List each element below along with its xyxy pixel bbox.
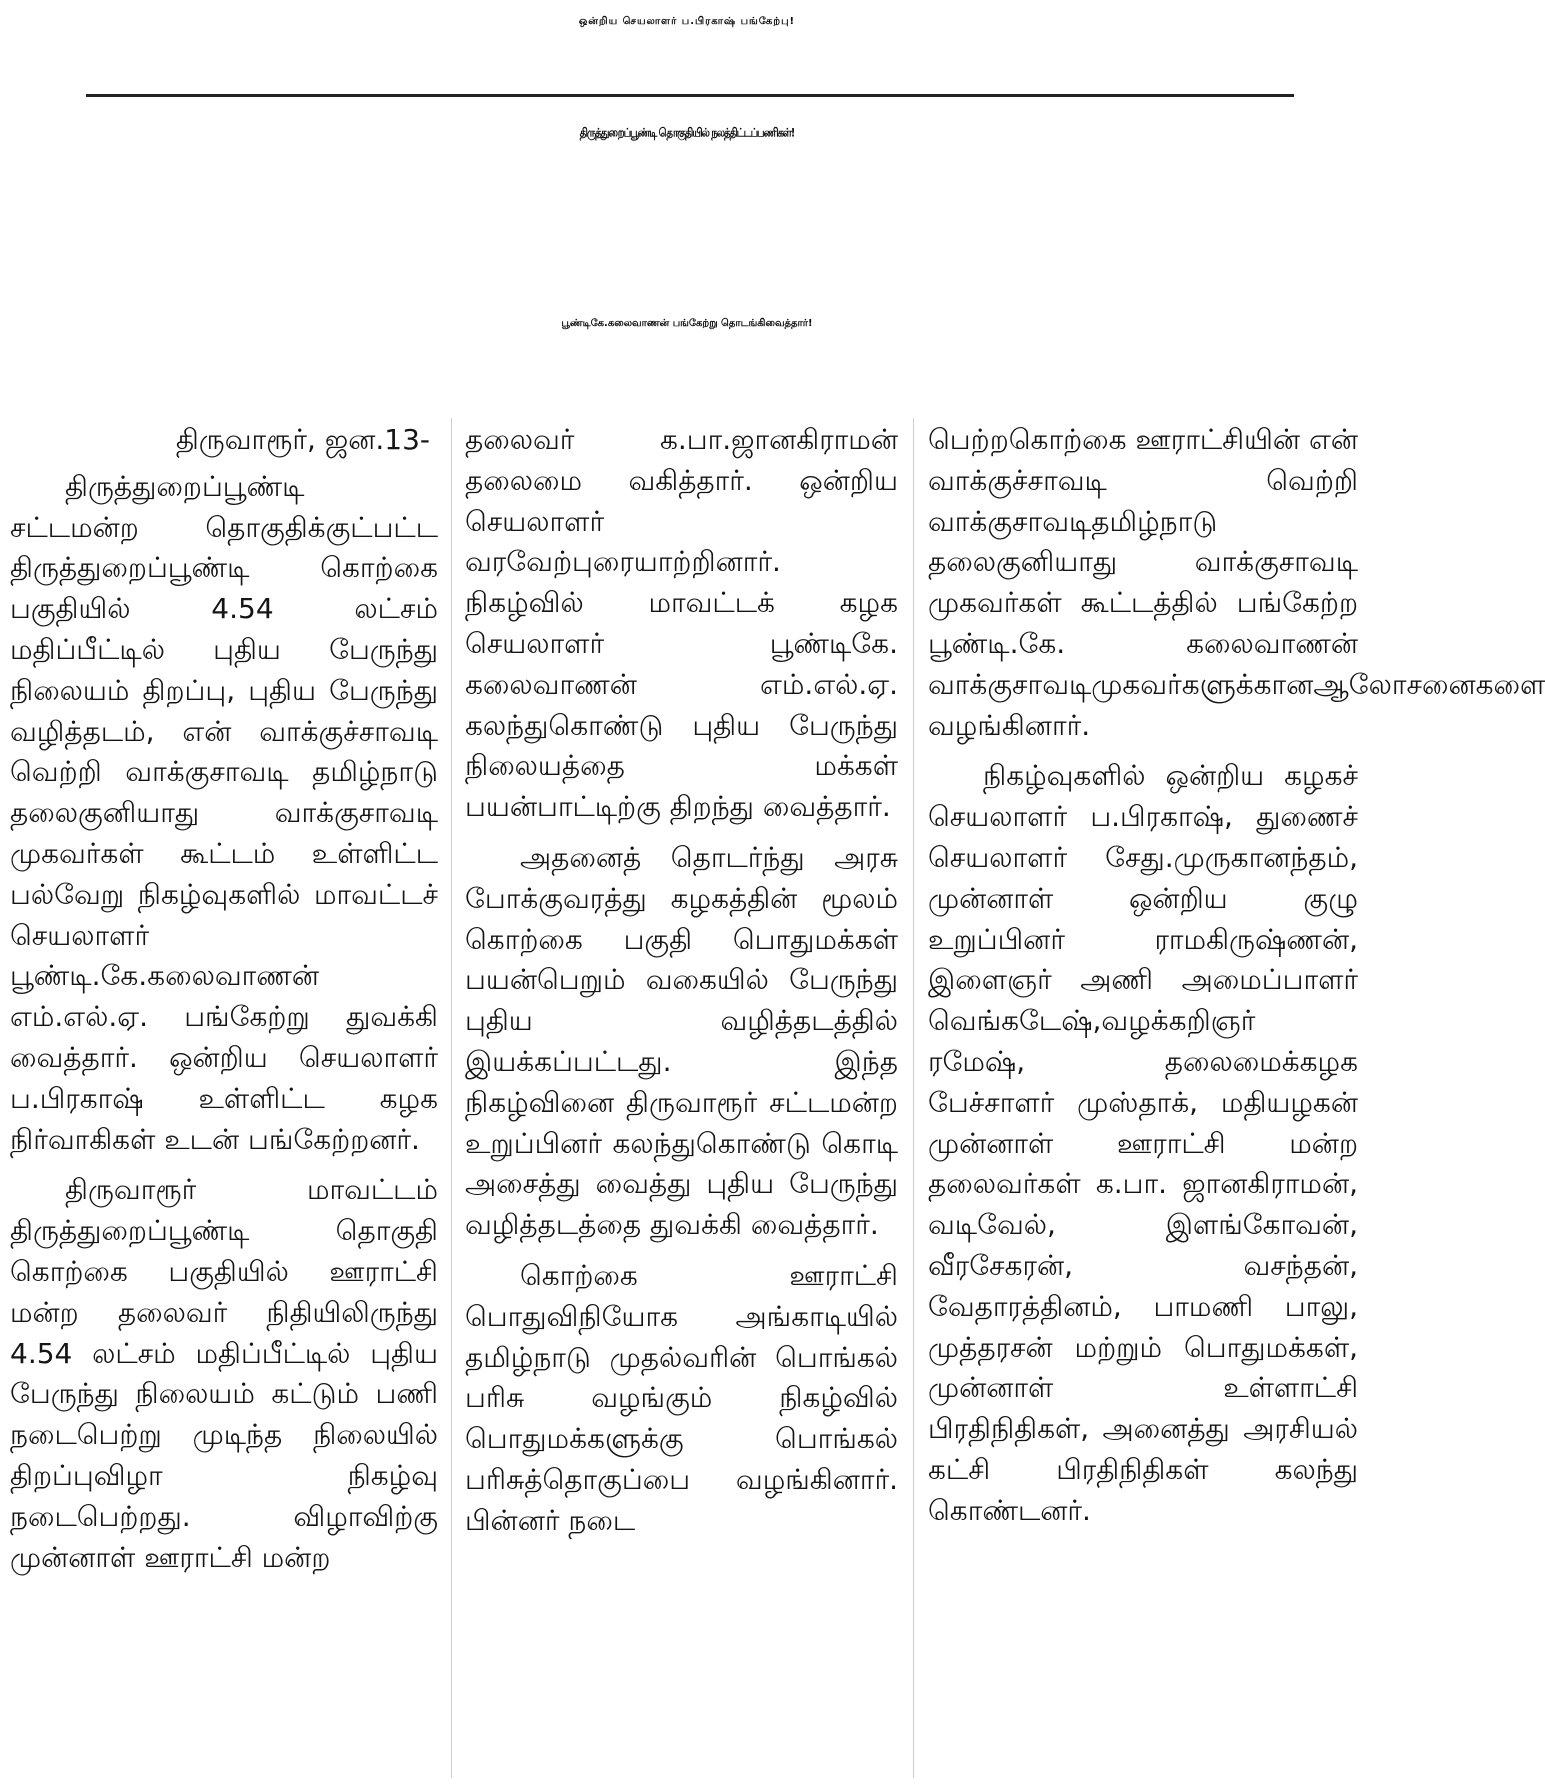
sub-headline: பூண்டிகே.கலைவாணன் பங்கேற்று தொடங்கிவைத்தார்! [561,318,813,329]
article-column-1 [10,420,438,1588]
paragraph: பெற்றகொற்கை ஊராட்சியின் என் வாக்குச்சாவடி வெற்றி வாக்குசாவடிதமிழ்நாடு தலைகுனியாது வாக்குசாவடி முகவர்கள் கூட்டத்தில் பங்கேற்ற பூண்டி.கே. கலைவாணன் வாக்குசாவடிமுகவர்களுக்கானஆலோசனைகளை வழங்கினார். [928,423,1545,742]
column-divider [451,418,452,1778]
paragraph: தலைவர் க.பா.ஜானகிராமன் தலைமை வகித்தார். ஒன்றிய செயலாளர் வரவேற்புரையாற்றினார். நிகழ்வில் மாவட்டக் கழக செயலாளர் பூண்டிகே. கலைவாணன் எம்.எல்.ஏ. கலந்துகொண்டு புதிய பேருந்து நிலையத்தை மக்கள் பயன்பாட்டிற்கு திறந்து வைத்தார். [465,423,898,824]
paragraph: திருத்துறைப்பூண்டி சட்டமன்ற தொகுதிக்குட்பட்ட திருத்துறைப்பூண்டி கொற்கை பகுதியில் 4.54 லட்சம் மதிப்பீட்டில் புதிய பேருந்து நிலையம் திறப்பு, புதிய பேருந்து வழித்தடம், என் வாக்குச்சாவடி வெற்றி வாக்குசாவடி தமிழ்நாடு தலைகுனியாது வாக்குசாவடி முகவர்கள் கூட்டம் உள்ளிட்ட பல்வேறு நிகழ்வுகளில் மாவட்டச் செயலாளர் பூண்டி.கே.கலைவாணன் எம்.எல்.ஏ. பங்கேற்று துவக்கி வைத்தார். ஒன்றிய செயலாளர் ப.பிரகாஷ் உள்ளிட்ட கழக நிர்வாகிகள் உடன் பங்கேற்றனர். [10,469,438,1156]
article-column-3 [928,420,1545,1542]
main-headline: திருத்துறைப்பூண்டி தொகுதியில் நலத்திட்டப்பணிகள்! [579,126,795,140]
paragraph: திருவாரூர் மாவட்டம் திருத்துறைப்பூண்டி தொகுதி கொற்கை பகுதியில் ஊராட்சி மன்ற தலைவர் நிதியிலிருந்து 4.54 லட்சம் மதிப்பீட்டில் புதிய பேருந்து நிலையம் கட்டும் பணி நடைபெற்று முடிந்த நிலையில் திறப்புவிழா நிகழ்வு நடைபெற்றது. விழாவிற்கு முன்னாள் ஊராட்சி மன்ற [10,1173,438,1574]
paragraph: அதனைத் தொடர்ந்து அரசு போக்குவரத்து கழகத்தின் மூலம் கொற்கை பகுதி பொதுமக்கள் பயன்பெறும் வகையில் பேருந்து புதிய வழித்தடத்தில் இயக்கப்பட்டது. இந்த நிகழ்வினை திருவாரூர் சட்டமன்ற உறுப்பினர் கலந்துகொண்டு கொடி அசைத்து வைத்து புதிய பேருந்து வழித்தடத்தை துவக்கி வைத்தார். [465,840,898,1242]
column-divider [913,418,914,1778]
top-headline: ஒன்றிய செயலாளர் ப.பிரகாஷ் பங்கேற்பு! [578,16,796,27]
headline-underline [86,94,1294,97]
article-column-2 [465,420,898,1552]
dateline: திருவாரூர், ஜன.13- [175,423,430,456]
paragraph: நிகழ்வுகளில் ஒன்றிய கழகச் செயலாளர் ப.பிரகாஷ், துணைச் செயலாளர் சேது.முருகானந்தம், முன்னாள் ஒன்றிய குழு உறுப்பினர் ராமகிருஷ்ணன், இளைஞர் அணி அமைப்பாளர் வெங்கடேஷ்,வழக்கறிஞர் ரமேஷ், தலைமைக்கழக பேச்சாளர் முஸ்தாக், மதியழகன் முன்னாள் ஊராட்சி மன்ற தலைவர்கள் க.பா. ஜானகிராமன், வடிவேல், இளங்கோவன், வீரசேகரன், வசந்தன், வேதாரத்தினம், பாமணி பாலு, முத்தரசன் மற்றும் பொதுமக்கள், முன்னாள் உள்ளாட்சி பிரதிநிதிகள், அனைத்து அரசியல் கட்சி பிரதிநிதிகள் கலந்து கொண்டனர். [928,759,1358,1527]
paragraph: கொற்கை ஊராட்சி பொதுவிநியோக அங்காடியில் தமிழ்நாடு முதல்வரின் பொங்கல் பரிசு வழங்கும் நிகழ்வில் பொதுமக்களுக்கு பொங்கல் பரிசுத்தொகுப்பை வழங்கினார். பின்னர் நடை [465,1258,898,1537]
